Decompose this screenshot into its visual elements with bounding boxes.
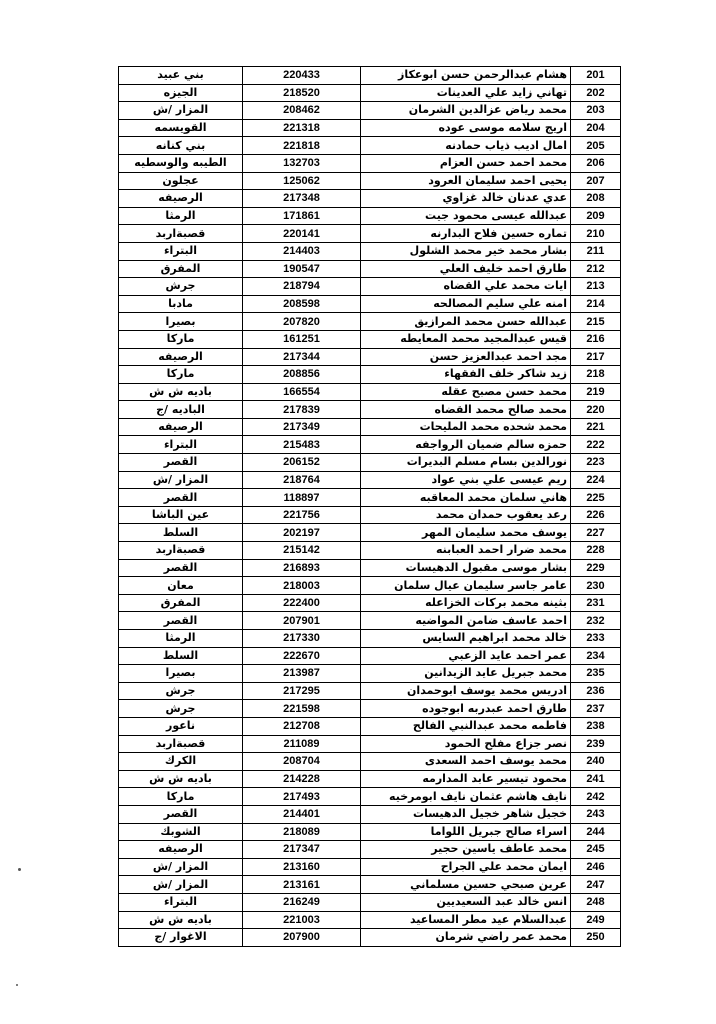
table-row [119, 190, 621, 208]
area-cell: البتراء [119, 436, 243, 454]
area-cell: القصر [119, 489, 243, 507]
name-cell: ايمان محمد علي الجراح [361, 858, 571, 876]
area-cell: بصيرا [119, 313, 243, 331]
name-cell: محمد ضرار احمد العبابنه [361, 542, 571, 560]
name-cell: محمد احمد حسن العزام [361, 154, 571, 172]
table-row [119, 225, 621, 243]
number-cell: 233 [571, 630, 621, 648]
name-cell: خجيل شاهر خجيل الدهيسات [361, 805, 571, 823]
name-cell: عرين صبحي حسين مسلماني [361, 876, 571, 894]
code-cell: 211089 [243, 735, 361, 753]
area-cell: الرصيفه [119, 190, 243, 208]
code-cell: 215483 [243, 436, 361, 454]
code-cell: 190547 [243, 260, 361, 278]
number-cell: 219 [571, 383, 621, 401]
number-cell: 229 [571, 559, 621, 577]
table-row [119, 207, 621, 225]
code-cell: 213161 [243, 876, 361, 894]
table-row [119, 735, 621, 753]
name-cell: محمد رياض عزالدين الشرمان [361, 102, 571, 120]
name-cell: محمد يوسف احمد السعدى [361, 753, 571, 771]
table-row [119, 911, 621, 929]
code-cell: 217839 [243, 401, 361, 419]
number-cell: 230 [571, 577, 621, 595]
code-cell: 221318 [243, 119, 361, 137]
table-row [119, 876, 621, 894]
number-cell: 223 [571, 454, 621, 472]
code-cell: 220433 [243, 67, 361, 85]
number-cell: 234 [571, 647, 621, 665]
number-cell: 225 [571, 489, 621, 507]
code-cell: 166554 [243, 383, 361, 401]
table-row [119, 858, 621, 876]
table-row [119, 401, 621, 419]
name-cell: اسراء صالح جبريل اللواما [361, 823, 571, 841]
code-cell: 214228 [243, 770, 361, 788]
table-row [119, 788, 621, 806]
area-cell: باديه ش ش [119, 383, 243, 401]
number-cell: 207 [571, 172, 621, 190]
table-row [119, 893, 621, 911]
name-cell: عبدالسلام عيد مطر المساعيد [361, 911, 571, 929]
table-row [119, 330, 621, 348]
number-cell: 231 [571, 594, 621, 612]
area-cell: السلط [119, 647, 243, 665]
name-cell: نورالدين بسام مسلم البديرات [361, 454, 571, 472]
name-cell: طارق احمد عبدربه ابوجوده [361, 700, 571, 718]
number-cell: 212 [571, 260, 621, 278]
table-row [119, 647, 621, 665]
name-cell: هاني سلمان محمد المعاقبه [361, 489, 571, 507]
name-cell: عبدالله عيسى محمود جيت [361, 207, 571, 225]
name-cell: نصر جزاع مفلح الحمود [361, 735, 571, 753]
area-cell: قصبةاربد [119, 225, 243, 243]
area-cell: ماركا [119, 330, 243, 348]
code-cell: 214403 [243, 242, 361, 260]
area-cell: القصر [119, 454, 243, 472]
number-cell: 205 [571, 137, 621, 155]
name-cell: بشار محمد خير محمد الشلول [361, 242, 571, 260]
number-cell: 246 [571, 858, 621, 876]
code-cell: 202197 [243, 524, 361, 542]
table-row [119, 119, 621, 137]
area-cell: المفرق [119, 594, 243, 612]
number-cell: 239 [571, 735, 621, 753]
area-cell: الرصيفه [119, 348, 243, 366]
area-cell: المزار /ش [119, 102, 243, 120]
table-row [119, 471, 621, 489]
name-cell: امنه علي سليم المصالحه [361, 295, 571, 313]
code-cell: 217295 [243, 682, 361, 700]
number-cell: 209 [571, 207, 621, 225]
area-cell: المفرق [119, 260, 243, 278]
code-cell: 218520 [243, 84, 361, 102]
number-cell: 238 [571, 717, 621, 735]
table-row [119, 313, 621, 331]
area-cell: جرش [119, 278, 243, 296]
code-cell: 216893 [243, 559, 361, 577]
table-row [119, 717, 621, 735]
area-cell: جرش [119, 700, 243, 718]
area-cell: الطيبه والوسطيه [119, 154, 243, 172]
area-cell: المزار /ش [119, 858, 243, 876]
table-row [119, 102, 621, 120]
code-cell: 217493 [243, 788, 361, 806]
area-cell: بني عبيد [119, 67, 243, 85]
code-cell: 171861 [243, 207, 361, 225]
area-cell: السلط [119, 524, 243, 542]
code-cell: 118897 [243, 489, 361, 507]
code-cell: 222670 [243, 647, 361, 665]
number-cell: 228 [571, 542, 621, 560]
code-cell: 221818 [243, 137, 361, 155]
code-cell: 216249 [243, 893, 361, 911]
number-cell: 248 [571, 893, 621, 911]
number-cell: 250 [571, 929, 621, 947]
code-cell: 220141 [243, 225, 361, 243]
table-row [119, 753, 621, 771]
number-cell: 218 [571, 366, 621, 384]
table-row [119, 260, 621, 278]
name-cell: محمد عاطف ياسين حجير [361, 841, 571, 859]
area-cell: الباديه /ج [119, 401, 243, 419]
name-cell: خالد محمد ابراهيم السايس [361, 630, 571, 648]
code-cell: 217347 [243, 841, 361, 859]
name-cell: تماره حسين فلاح البدارنه [361, 225, 571, 243]
number-cell: 242 [571, 788, 621, 806]
name-cell: قيس عبدالمجيد محمد المعايطه [361, 330, 571, 348]
area-cell: الكرك [119, 753, 243, 771]
code-cell: 208462 [243, 102, 361, 120]
number-cell: 243 [571, 805, 621, 823]
table-row [119, 524, 621, 542]
number-cell: 221 [571, 418, 621, 436]
area-cell: الرمثا [119, 207, 243, 225]
scan-speck [18, 868, 21, 871]
code-cell: 208856 [243, 366, 361, 384]
area-cell: القصر [119, 612, 243, 630]
records-table [118, 66, 621, 947]
code-cell: 217349 [243, 418, 361, 436]
records-table-body [119, 67, 621, 947]
table-row [119, 366, 621, 384]
number-cell: 201 [571, 67, 621, 85]
table-row [119, 823, 621, 841]
table-row [119, 418, 621, 436]
number-cell: 249 [571, 911, 621, 929]
name-cell: يحيى احمد سليمان العرود [361, 172, 571, 190]
table-row [119, 278, 621, 296]
code-cell: 208598 [243, 295, 361, 313]
area-cell: عجلون [119, 172, 243, 190]
name-cell: تهاني زايد علي العدينات [361, 84, 571, 102]
table-row [119, 630, 621, 648]
number-cell: 241 [571, 770, 621, 788]
code-cell: 218003 [243, 577, 361, 595]
area-cell: الاغوار /ج [119, 929, 243, 947]
table-row [119, 559, 621, 577]
area-cell: البتراء [119, 893, 243, 911]
code-cell: 222400 [243, 594, 361, 612]
code-cell: 213160 [243, 858, 361, 876]
name-cell: طارق احمد خليف العلي [361, 260, 571, 278]
table-row [119, 295, 621, 313]
table-row [119, 594, 621, 612]
code-cell: 217330 [243, 630, 361, 648]
code-cell: 125062 [243, 172, 361, 190]
name-cell: امال اديب ذياب حمادنه [361, 137, 571, 155]
area-cell: باديه ش ش [119, 770, 243, 788]
number-cell: 224 [571, 471, 621, 489]
area-cell: باديه ش ش [119, 911, 243, 929]
name-cell: اريج سلامه موسى عوده [361, 119, 571, 137]
code-cell: 221756 [243, 506, 361, 524]
number-cell: 247 [571, 876, 621, 894]
name-cell: يوسف محمد سليمان المهر [361, 524, 571, 542]
table-row [119, 841, 621, 859]
number-cell: 204 [571, 119, 621, 137]
number-cell: 217 [571, 348, 621, 366]
name-cell: محمد عمر راضي شرمان [361, 929, 571, 947]
table-row [119, 137, 621, 155]
area-cell: البتراء [119, 242, 243, 260]
name-cell: احمد عاسف ضامن المواضيه [361, 612, 571, 630]
table-row [119, 67, 621, 85]
code-cell: 207820 [243, 313, 361, 331]
number-cell: 220 [571, 401, 621, 419]
area-cell: المزار /ش [119, 876, 243, 894]
code-cell: 207901 [243, 612, 361, 630]
code-cell: 214401 [243, 805, 361, 823]
name-cell: محمد حسن مصبح عقله [361, 383, 571, 401]
name-cell: عدي عدنان خالد غزاوي [361, 190, 571, 208]
code-cell: 132703 [243, 154, 361, 172]
table-row [119, 805, 621, 823]
code-cell: 208704 [243, 753, 361, 771]
number-cell: 236 [571, 682, 621, 700]
number-cell: 237 [571, 700, 621, 718]
name-cell: رعد يعقوب حمدان محمد [361, 506, 571, 524]
table-row [119, 612, 621, 630]
area-cell: القصر [119, 559, 243, 577]
name-cell: عامر جاسر سليمان عيال سلمان [361, 577, 571, 595]
area-cell: الرصيفه [119, 418, 243, 436]
area-cell: قصبةاربد [119, 542, 243, 560]
code-cell: 213987 [243, 665, 361, 683]
name-cell: هشام عبدالرحمن حسن ابوعكاز [361, 67, 571, 85]
number-cell: 232 [571, 612, 621, 630]
area-cell: ماركا [119, 366, 243, 384]
area-cell: مادبا [119, 295, 243, 313]
table-row [119, 929, 621, 947]
table-row [119, 665, 621, 683]
name-cell: نايف هاشم عثمان نايف ابومرخيه [361, 788, 571, 806]
area-cell: القويسمه [119, 119, 243, 137]
name-cell: مجد احمد عبدالعزيز حسن [361, 348, 571, 366]
number-cell: 206 [571, 154, 621, 172]
area-cell: الجيزه [119, 84, 243, 102]
table-row [119, 383, 621, 401]
number-cell: 226 [571, 506, 621, 524]
area-cell: بصيرا [119, 665, 243, 683]
area-cell: الشوبك [119, 823, 243, 841]
number-cell: 208 [571, 190, 621, 208]
code-cell: 161251 [243, 330, 361, 348]
name-cell: حمزه سالم ضميان الرواجفه [361, 436, 571, 454]
code-cell: 217344 [243, 348, 361, 366]
number-cell: 202 [571, 84, 621, 102]
name-cell: زيد شاكر خلف الفقهاء [361, 366, 571, 384]
table-row [119, 770, 621, 788]
scan-speck [16, 984, 18, 986]
number-cell: 213 [571, 278, 621, 296]
name-cell: بشار موسى مقبول الدهيسات [361, 559, 571, 577]
name-cell: ايات محمد علي القضاه [361, 278, 571, 296]
area-cell: الرصيفه [119, 841, 243, 859]
name-cell: عبدالله حسن محمد المرازيق [361, 313, 571, 331]
code-cell: 218764 [243, 471, 361, 489]
name-cell: محمود تيسير عابد المدارمه [361, 770, 571, 788]
code-cell: 217348 [243, 190, 361, 208]
number-cell: 222 [571, 436, 621, 454]
number-cell: 215 [571, 313, 621, 331]
area-cell: ماركا [119, 788, 243, 806]
table-row [119, 489, 621, 507]
table-row [119, 542, 621, 560]
number-cell: 240 [571, 753, 621, 771]
table-row [119, 454, 621, 472]
table-row [119, 436, 621, 454]
table-row [119, 506, 621, 524]
table-row [119, 682, 621, 700]
area-cell: عين الباشا [119, 506, 243, 524]
name-cell: محمد جبريل عايد الزيدانين [361, 665, 571, 683]
table-row [119, 700, 621, 718]
table-row [119, 348, 621, 366]
table-row [119, 172, 621, 190]
code-cell: 221003 [243, 911, 361, 929]
table-row [119, 84, 621, 102]
area-cell: الرمثا [119, 630, 243, 648]
name-cell: بثينه محمد بركات الخزاعله [361, 594, 571, 612]
name-cell: ريم عيسى علي بني عواد [361, 471, 571, 489]
number-cell: 214 [571, 295, 621, 313]
number-cell: 244 [571, 823, 621, 841]
code-cell: 207900 [243, 929, 361, 947]
number-cell: 211 [571, 242, 621, 260]
code-cell: 218794 [243, 278, 361, 296]
area-cell: بني كنانه [119, 137, 243, 155]
area-cell: ناعور [119, 717, 243, 735]
area-cell: معان [119, 577, 243, 595]
code-cell: 221598 [243, 700, 361, 718]
code-cell: 215142 [243, 542, 361, 560]
area-cell: القصر [119, 805, 243, 823]
name-cell: عمر احمد عايد الزعبي [361, 647, 571, 665]
name-cell: محمد صالح محمد القضاه [361, 401, 571, 419]
name-cell: ادريس محمد يوسف ابوحمدان [361, 682, 571, 700]
number-cell: 203 [571, 102, 621, 120]
name-cell: انس خالد عبد السعيديين [361, 893, 571, 911]
area-cell: جرش [119, 682, 243, 700]
number-cell: 210 [571, 225, 621, 243]
area-cell: قصبةاربد [119, 735, 243, 753]
name-cell: فاطمه محمد عبدالنبي الفالح [361, 717, 571, 735]
number-cell: 216 [571, 330, 621, 348]
number-cell: 245 [571, 841, 621, 859]
table-row [119, 577, 621, 595]
number-cell: 235 [571, 665, 621, 683]
table-row [119, 154, 621, 172]
name-cell: محمد شحده محمد المليحات [361, 418, 571, 436]
code-cell: 218089 [243, 823, 361, 841]
code-cell: 212708 [243, 717, 361, 735]
area-cell: المزار /ش [119, 471, 243, 489]
table-row [119, 242, 621, 260]
code-cell: 206152 [243, 454, 361, 472]
number-cell: 227 [571, 524, 621, 542]
